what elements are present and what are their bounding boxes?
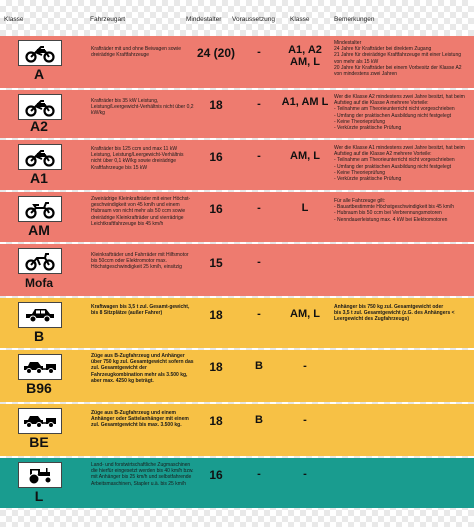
- remarks: [334, 198, 470, 223]
- remarks: [334, 40, 470, 77]
- prerequisite: -: [257, 46, 261, 58]
- vehicle-description: Kleinkrafträder und Fahrräder mit Hilfsmotor bis 50ccm oder Elektromotor max. Höchstgeschwindigkeit 25 km/h, einsitzig: [91, 252, 189, 271]
- table-row-a1: [0, 140, 474, 190]
- table-header: [0, 0, 474, 28]
- car-trailer-icon: [18, 354, 62, 380]
- header-klasse-eingeschlossen: Klasse: [290, 16, 310, 23]
- included-classes: A1, AM L: [281, 96, 329, 108]
- car-trailer-icon: [18, 408, 62, 434]
- motorcycle-icon: [18, 144, 62, 170]
- moped-icon: [18, 196, 62, 222]
- remark-line: Mindestalter: [334, 40, 362, 46]
- motorcycle-icon: [18, 94, 62, 120]
- tractor-icon: [18, 462, 62, 488]
- minimum-age: 16: [209, 202, 223, 216]
- vehicle-description: Kraftwagen bis 3,5 t zul. Gesamt-gewicht, bis 8 Sitzplätze (außer Fahrer): [91, 304, 190, 317]
- mofa-icon: [18, 248, 62, 274]
- remark-line: bis 3,5 t zul. Gesamtgewicht (z.G. des Anhängers < Leergewicht des Zugfahrzeugs): [334, 310, 455, 323]
- table-row-l: [0, 458, 474, 508]
- motorcycle-icon: [18, 40, 62, 66]
- vehicle-description: Züge aus B-Zugfahrzeug und einem Anhänger oder Sattelanhänger mit einem zul. Gesamtgewicht bis max. 3.500 kg.: [91, 410, 189, 429]
- class-label: Mofa: [25, 276, 53, 290]
- minimum-age: 15: [209, 256, 223, 270]
- remark-line: - Nenndauerleistung max. 4 kW bei Elektromotoren: [334, 216, 448, 223]
- table-row-am: [0, 192, 474, 242]
- remarks: [334, 304, 470, 323]
- class-label: BE: [29, 434, 49, 450]
- remarks: [334, 94, 470, 131]
- included-classes: -: [303, 468, 307, 480]
- vehicle-description: Züge aus B-Zugfahrzeug und Anhänger über 750 kg zul. Gesamtgewicht sofern das zul. Gesamtgewicht der Fahrzeugkombination mehr als 3.500 kg, aber max. 4250 kg beträgt.: [91, 353, 194, 384]
- vehicle-description: Krafträder bis 125 ccm und max 11 kW Leistung, Leistung/Leergewicht-Verhältnis nicht über 0,1 kW/kg sowie dreirädrige Kraftfahrzeuge bis 15 kW: [91, 146, 184, 171]
- minimum-age: 18: [209, 360, 223, 374]
- class-label: A: [33, 66, 45, 82]
- table-row-b: [0, 298, 474, 348]
- class-label: AM: [28, 222, 50, 238]
- vehicle-description: Land- und forstwirtschaftliche Zugmaschinen die hierfür eingesetzt werden bis 40 km/h bzw. mit Anhänger bis 25 km/h und selbstfahrende Arbeitsmaschinen, Stapler u.ä. bis 25 km/h: [91, 462, 194, 487]
- included-classes: A1, A2 AM, L: [288, 44, 322, 68]
- remark-line: - Bauartbestimmte Höchstgeschwindigkeit bis 45 km/h: [334, 204, 455, 211]
- minimum-age: 24 (20): [196, 46, 236, 60]
- table-row-a: [0, 36, 474, 88]
- remark-line: Anhänger bis 750 kg zul. Gesamtgewicht oder: [334, 304, 444, 310]
- table-row-be: [0, 404, 474, 456]
- remark-line: - Verkürzte praktische Prüfung: [334, 176, 402, 183]
- remark-line: Für alle Fahrzeuge gilt:: [334, 198, 386, 204]
- header-mindestalter: Mindestalter: [186, 16, 222, 23]
- minimum-age: 18: [209, 98, 223, 112]
- prerequisite: -: [257, 150, 261, 162]
- remark-line: 24 Jahre für Krafträder bei direktem Zugang: [334, 46, 432, 53]
- header-fahrzeugart: Fahrzeugart: [90, 16, 126, 23]
- included-classes: -: [303, 360, 307, 372]
- class-label: A1: [30, 170, 48, 186]
- prerequisite: -: [257, 468, 261, 480]
- remark-line: - Keine Theorieprüfung: [334, 169, 386, 176]
- vehicle-description: Krafträder bis 35 kW Leistung, Leistung/Leergewicht-Verhältnis nicht über 0,2 kW/kg: [91, 98, 194, 117]
- remark-line: 21 Jahre für dreirädrige Kraftfahrzeuge mit einer Leistung von mehr als 15 kW: [334, 52, 462, 65]
- included-classes: L: [301, 202, 309, 214]
- class-label: L: [34, 488, 44, 504]
- remark-line: - Keine Theorieprüfung: [334, 118, 386, 125]
- remark-line: - Teilnahme am Theorieunterricht nicht vorgeschrieben: [334, 157, 455, 164]
- remark-line: Wer die Klasse A2 mindestens zwei Jahre besitzt, hat beim Aufstieg auf die Klasse A mehrere Vorteile:: [334, 94, 465, 107]
- remarks: [334, 145, 470, 182]
- table-row-mofa: [0, 244, 474, 296]
- header-bemerkungen: Bemerkungen: [334, 16, 375, 23]
- table-row-a2: [0, 90, 474, 138]
- class-label: B96: [26, 380, 52, 396]
- minimum-age: 18: [209, 308, 223, 322]
- vehicle-description: Zweirädrige Kleinkrafträder mit einer Höchst-geschwindigkeit von 45 km/h und einem Hubraum von nicht mehr als 50 ccm sowie dreirädrige Kleinkrafträder und vierrädrige Leichtkraftfahrzeuge bis 45 km/h: [91, 196, 191, 227]
- header-voraussetzung: Voraussetzung: [232, 16, 276, 23]
- prerequisite: -: [257, 98, 261, 110]
- prerequisite: -: [257, 308, 261, 320]
- minimum-age: 16: [209, 468, 223, 482]
- included-classes: AM, L: [290, 150, 320, 162]
- remark-line: - Umfang der praktischen Ausbildung nicht festgelegt: [334, 112, 452, 119]
- prerequisite: -: [257, 202, 261, 214]
- remark-line: - Teilnahme am Theorieunterricht nicht vorgeschrieben: [334, 106, 455, 113]
- remark-line: Wer die Klasse A1 mindestens zwei Jahre besitzt, hat beim Aufstieg auf die Klasse A2 mehrere Vorteile:: [334, 145, 465, 158]
- remark-line: - Hubraum bis 50 ccm bei Verbrennungsmotoren: [334, 210, 442, 217]
- prerequisite: B: [255, 360, 263, 372]
- header-klasse: Klasse: [4, 16, 24, 23]
- included-classes: -: [303, 414, 307, 426]
- remark-line: 20 Jahre für Krafträder bei einem Vorbesitz der Klasse A2 von mindestens zwei Jahren: [334, 64, 462, 78]
- class-label: A2: [30, 118, 48, 134]
- included-classes: AM, L: [290, 308, 320, 320]
- prerequisite: -: [257, 256, 261, 268]
- remark-line: - Verkürzte praktische Prüfung: [334, 125, 402, 132]
- vehicle-description: Krafträder mit und ohne Beiwagen sowie dreirädrige Kraftfahrzeuge: [91, 46, 182, 59]
- minimum-age: 16: [209, 150, 223, 164]
- prerequisite: B: [255, 414, 263, 426]
- minimum-age: 18: [209, 414, 223, 428]
- class-label: B: [33, 328, 45, 344]
- table-row-b96: [0, 350, 474, 402]
- remark-line: - Umfang der praktischen Ausbildung nicht festgelegt: [334, 163, 452, 170]
- car-icon: [18, 302, 62, 328]
